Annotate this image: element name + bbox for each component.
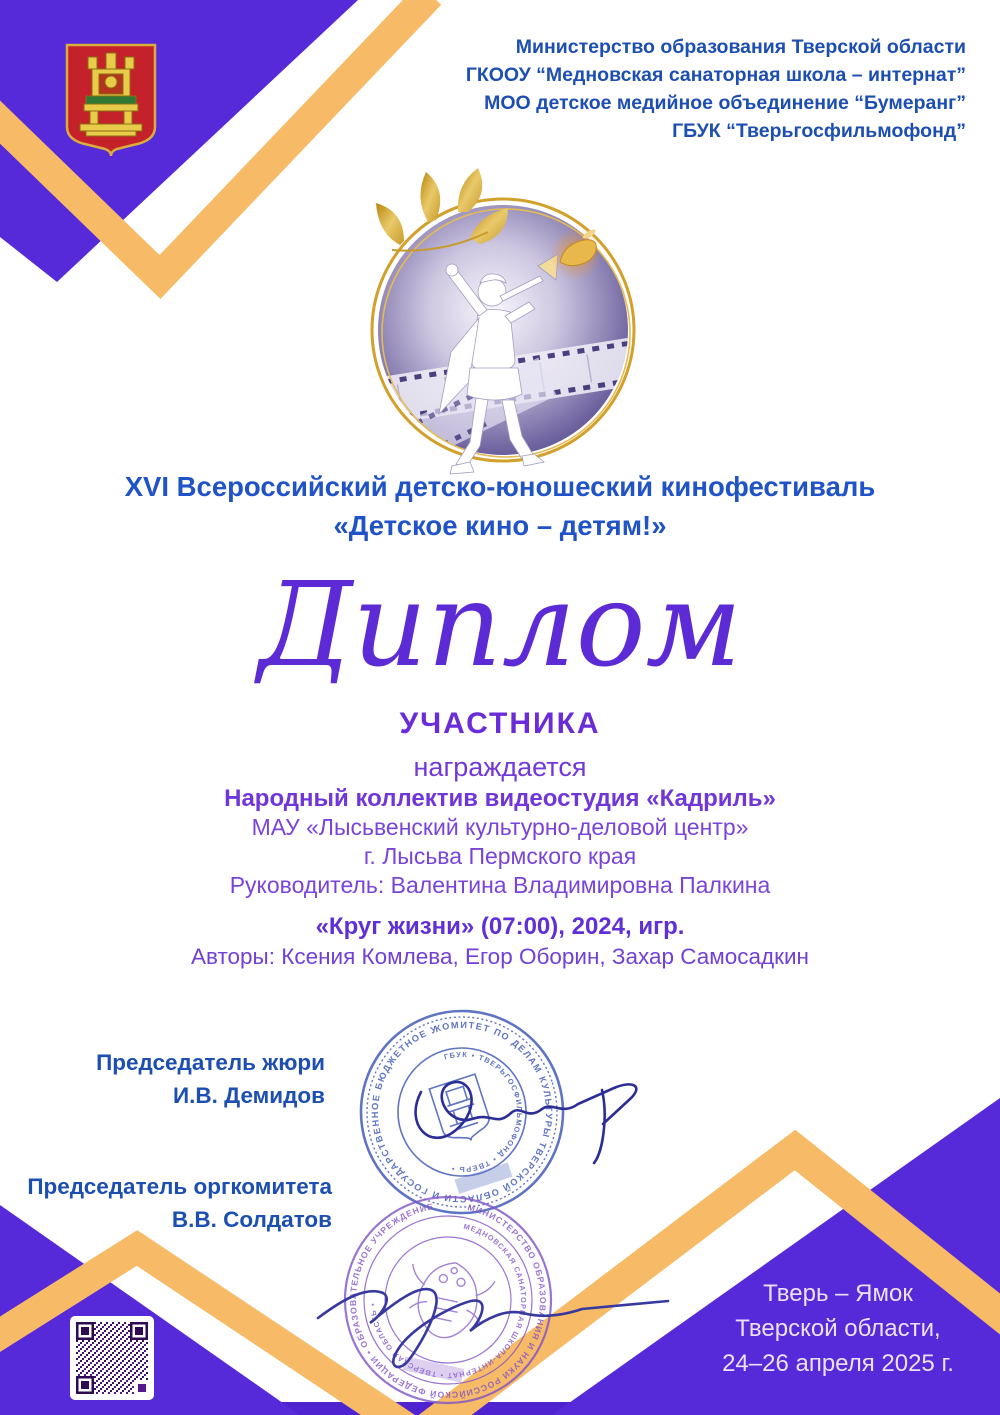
- jury-stamp-inner-text: ГБУК • ТВЕРЬГОСФИЛЬМОФОНД • ТВЕРЬ •: [443, 1049, 525, 1175]
- festival-title-line2: «Детское кино – детям!»: [333, 510, 667, 541]
- jury-stamp-outer-text: КОМИТЕТ ПО ДЕЛАМ КУЛЬТУРЫ ТВЕРСКОЙ ОБЛАСТИ И ГОСУДАРСТВЕННОЕ БЮДЖЕТНОЕ УЧРЕЖДЕНИЕ: [369, 1019, 555, 1205]
- festival-title-line1: XVI Всероссийский детско-юношеский кинофестиваль: [124, 471, 876, 502]
- festival-title: [0, 467, 1000, 545]
- footer-line: Тверь – Ямок: [763, 1280, 913, 1307]
- tver-coat-of-arms-icon: [67, 45, 155, 156]
- diploma-subtitle: УЧАСТНИКА: [399, 707, 601, 740]
- recipient-director: Руководитель: Валентина Владимировна Палкина: [229, 872, 771, 898]
- festival-logo: [331, 168, 662, 496]
- footer-line: 24–26 апреля 2025 г.: [722, 1350, 954, 1377]
- jury-signature-block: [0, 1046, 325, 1112]
- recipient-organization: МАУ «Лысьвенский культурно-деловой центр»: [251, 814, 749, 840]
- footer-line: Тверской области,: [735, 1315, 941, 1342]
- jury-name: И.В. Демидов: [172, 1083, 325, 1108]
- footer-location-date: [688, 1276, 988, 1381]
- jury-role: Председатель жюри: [96, 1050, 325, 1075]
- film-block: [0, 912, 1000, 972]
- qr-code: [70, 1316, 154, 1400]
- orgcommittee-stamp-inner-text: МЕДНОВСКАЯ САНАТОРНАЯ ШКОЛА-ИНТЕРНАТ • ТВЕРСКАЯ ОБЛАСТЬ •: [368, 1221, 529, 1381]
- awarded-label: награждается: [413, 752, 587, 782]
- diploma-title: Диплом: [258, 558, 742, 693]
- recipient-collective: Народный коллектив видеостудия «Кадриль»: [224, 785, 776, 812]
- org-line: Министерство образования Тверской области: [515, 36, 966, 58]
- film-title: «Круг жизни» (07:00), 2024, игр.: [315, 913, 685, 940]
- recipient-block: [0, 784, 1000, 900]
- org-line: ГКООУ “Медновская санаторная школа – интернат”: [465, 64, 966, 86]
- recipient-city: г. Лысьва Пермского края: [363, 843, 637, 869]
- film-authors: Авторы: Ксения Комлева, Егор Оборин, Захар Самосадкин: [191, 944, 809, 969]
- header-organizations: [246, 33, 966, 145]
- org-line: ГБУК “Тверьгосфильмофонд”: [672, 120, 966, 142]
- orgcommittee-stamp-outer-text: МИНИСТЕРСТВО ОБРАЗОВАНИЯ И НАУКИ РОССИЙСКОЙ ФЕДЕРАЦИИ • ОБРАЗОВАТЕЛЬНОЕ УЧРЕЖДЕНИЕ: [347, 1201, 549, 1401]
- orgcommittee-signature-block: [0, 1170, 332, 1236]
- orgcommittee-name: В.В. Солдатов: [171, 1207, 332, 1232]
- orgcommittee-role: Председатель оргкомитета: [27, 1174, 332, 1199]
- org-line: МОО детское медийное объединение “Бумеранг”: [484, 92, 966, 114]
